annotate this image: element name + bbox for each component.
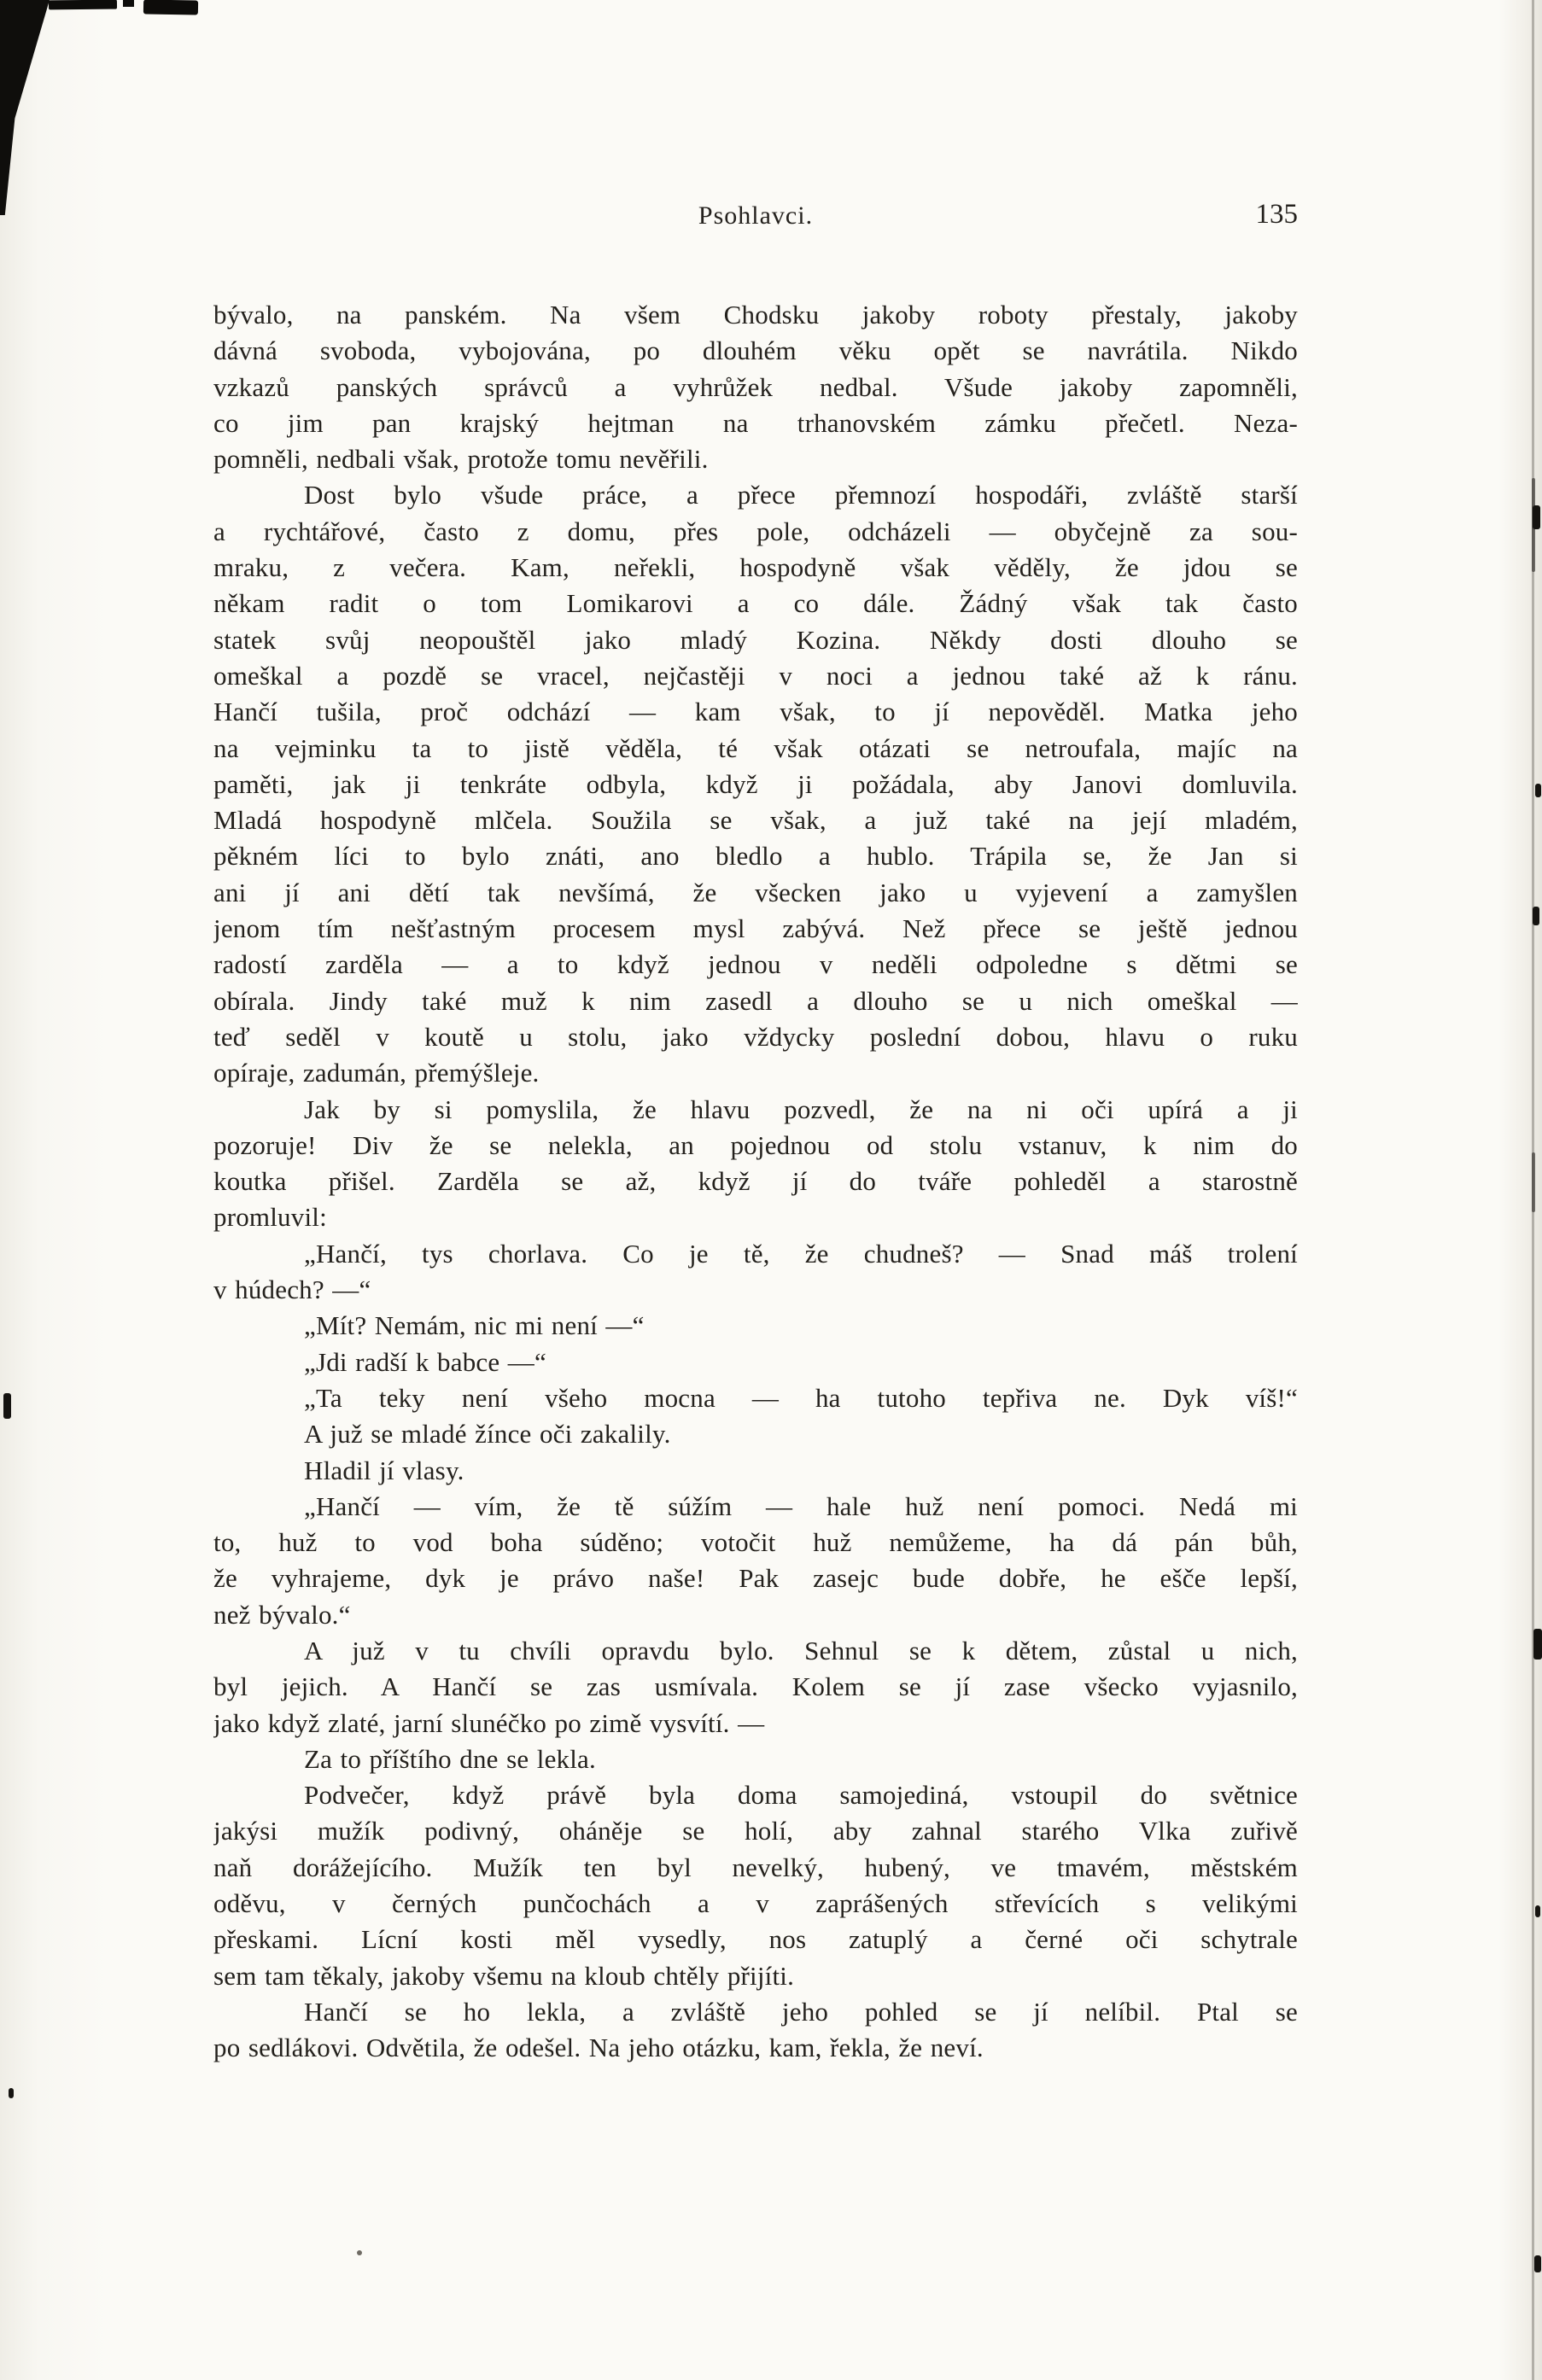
scan-speck (1535, 1905, 1540, 1917)
text-line: Hančí se ho lekla, a zvláště jeho pohled se jí nelíbil. Ptal se (304, 1996, 1298, 2027)
text-line: bývalo, na panském. Na všem Chodsku jakoby roboty přestaly, jakoby (213, 300, 1298, 330)
text-line: Jak by si pomyslila, že hlavu pozvedl, že na ni oči upírá a ji (304, 1094, 1298, 1124)
scan-speck (3, 1393, 11, 1419)
text-line: přeskami. Lícní kosti měl vysedly, nos zatuplý a černé oči schytrale (213, 1924, 1298, 1955)
running-head (213, 201, 1298, 241)
text-line: A juž v tu chvíli opravdu bylo. Sehnul se k dětem, zůstal u nich, (304, 1635, 1298, 1665)
text-line: Za to příštího dne se lekla. (304, 1743, 596, 1774)
text-line: promluvil: (213, 1202, 327, 1233)
text-line: Podvečer, když právě byla doma samojediná, vstoupil do světnice (304, 1780, 1298, 1811)
scan-speck (357, 2250, 362, 2255)
text-line: „Hančí, tys chorlava. Co je tě, že chudneš? — Snad máš trolení (304, 1238, 1298, 1269)
text-line: mraku, z večera. Kam, neřekli, hospodyně však věděly, že jdou se (213, 552, 1298, 583)
text-line: „Jdi radší k babce —“ (304, 1346, 546, 1377)
scan-speck (1535, 784, 1541, 797)
text-line: obírala. Jindy také muž k nim zasedl a dlouho se u nich omeškal — (213, 985, 1298, 1016)
text-line: v húdech? —“ (213, 1275, 371, 1305)
text-line: jenom tím nešťastným procesem mysl zabývá. Než přece se ještě jednou (213, 913, 1298, 944)
text-line: Mladá hospodyně mlčela. Soužila se však, a juž také na její mladém, (213, 805, 1298, 836)
text-line: omeškal a pozdě se vracel, nejčastěji v noci a jednou také až k ránu. (213, 660, 1298, 691)
page-number: 135 (1255, 199, 1298, 230)
text-line: ani jí ani dětí tak nevšímá, že všecken jako u vyjevení a zamyšlen (213, 877, 1298, 907)
text-line: Dost bylo všude práce, a přece přemnozí hospodáři, zvláště starší (304, 480, 1298, 510)
scan-artifact-topbar (143, 0, 198, 15)
text-line: Hladil jí vlasy. (304, 1455, 464, 1485)
running-title: Psohlavci. (698, 201, 814, 230)
text-line: někam radit o tom Lomikarovi a co dále. Žádný však tak často (213, 588, 1298, 619)
text-line: než bývalo.“ (213, 1599, 351, 1630)
text-line: že vyhrajeme, dyk je právo naše! Pak zasejc bude dobře, he ešče lepší, (213, 1563, 1298, 1594)
text-line: Hančí tušila, proč odchází — kam však, to jí nepověděl. Matka jeho (213, 697, 1298, 727)
text-line: pozoruje! Div že se nelekla, an pojednou od stolu vstanuv, k nim do (213, 1129, 1298, 1160)
text-line: koutka přišel. Zarděla se až, když jí do tváře pohleděl a starostně (213, 1166, 1298, 1197)
scan-speck (1534, 2255, 1541, 2272)
text-block (213, 297, 1298, 2067)
text-line: naň dorážejícího. Mužík ten byl nevelký, hubený, ve tmavém, městském (213, 1852, 1298, 1882)
text-line: dávná svoboda, vybojována, po dlouhém věku opět se navrátila. Nikdo (213, 335, 1298, 366)
scan-speck (1533, 1629, 1542, 1660)
text-line: jakýsi mužík podivný, oháněje se holí, aby zahnal starého Vlka zuřivě (213, 1816, 1298, 1846)
text-line: pěkném líci to bylo znáti, ano bledlo a hublo. Trápila se, že Jan si (213, 841, 1298, 872)
scan-artifact-topbar (49, 0, 117, 9)
scan-artifact-corner (0, 0, 50, 215)
text-line: pomněli, nedbali však, protože tomu nevěřili. (213, 444, 709, 475)
text-line: vzkazů panských správců a vyhrůžek nedbal. Všude jakoby zapomněli, (213, 371, 1298, 402)
text-line: na vejminku ta to jistě věděla, té však otázati se netroufala, majíc na (213, 732, 1298, 763)
text-line: teď seděl v koutě u stolu, jako vždycky poslední dobou, hlavu o ruku (213, 1021, 1298, 1052)
scan-speck (1533, 505, 1540, 529)
text-line: byl jejich. A Hančí se zas usmívala. Kolem se jí zase všecko vyjasnilo, (213, 1671, 1298, 1702)
text-line: co jim pan krajský hejtman na trhanovském zámku přečetl. Neza- (213, 407, 1298, 438)
text-line: statek svůj neopouštěl jako mladý Kozina. Někdy dosti dlouho se (213, 624, 1298, 655)
text-line: „Ta teky není všeho mocna — ha tutoho tepřiva ne. Dyk víš!“ (304, 1382, 1298, 1413)
text-line: „Hančí — vím, že tě súžím — hale huž není pomoci. Nedá mi (304, 1490, 1298, 1521)
text-line: A juž se mladé žínce oči zakalily. (304, 1419, 671, 1450)
scan-speck (9, 2088, 14, 2098)
text-line: radostí zarděla — a to když jednou v neděli odpoledne s dětmi se (213, 949, 1298, 980)
text-line: to, huž to vod boha súděno; votočit huž nemůžeme, ha dá pán bůh, (213, 1527, 1298, 1558)
scan-speck (1533, 907, 1539, 925)
text-line: oděvu, v černých punčochách a v zaprášených střevících s velikými (213, 1888, 1298, 1919)
scan-artifact-topbar (123, 0, 134, 7)
text-line: a rychtářové, často z domu, přes pole, odcházeli — obyčejně za sou- (213, 516, 1298, 546)
text-line: opíraje, zadumán, přemýšleje. (213, 1058, 540, 1088)
text-line: paměti, jak ji tenkráte odbyla, když ji požádala, aby Janovi domluvila. (213, 768, 1298, 799)
scan-artifact-edge (1532, 1152, 1535, 1212)
text-line: „Mít? Nemám, nic mi není —“ (304, 1310, 645, 1341)
text-line: jako když zlaté, jarní slunéčko po zimě vysvítí. — (213, 1707, 765, 1738)
text-line: po sedlákovi. Odvětila, že odešel. Na jeho otázku, kam, řekla, že neví. (213, 2033, 984, 2063)
text-line: sem tam těkaly, jakoby všemu na kloub chtěly přijíti. (213, 1960, 795, 1991)
